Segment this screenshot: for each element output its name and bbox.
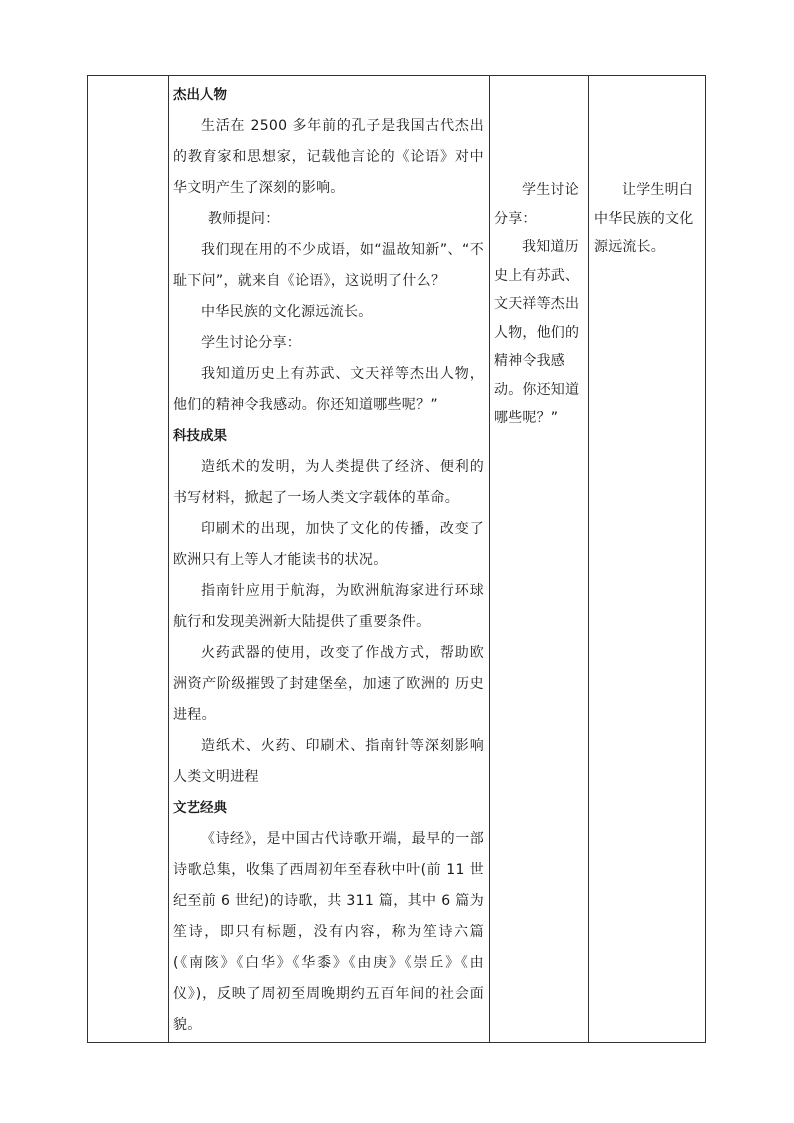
paragraph: 生活在 2500 多年前的孔子是我国古代杰出的教育家和思想家，记载他言论的《论语》对中华文明产生了深刻的影响。 — [173, 118, 484, 196]
paragraph: 学生讨论分享： — [201, 335, 302, 351]
design-intent-cell — [588, 76, 707, 1042]
student-activity-cell — [489, 76, 587, 1042]
teaching-content-cell — [168, 76, 488, 1042]
paragraph: 教师提问： — [208, 211, 280, 227]
paragraph: 我们现在用的不少成语，如“温故知新”、“不耻下问”，就来自《论语》，这说明了什么？ — [173, 242, 484, 289]
paragraph: 我知道历史上有苏武、文天祥等杰出人物，他们的精神令我感动。你还知道哪些呢？” — [173, 366, 484, 413]
paragraph: 印刷术的出现，加快了文化的传播，改变了欧洲只有上等人才能读书的状况。 — [173, 521, 484, 568]
student-activity-text: 我知道历史上有苏武、文天祥等杰出人物，他们的精神令我感动。你还知道哪些呢？” — [494, 239, 580, 426]
design-intent-text: 让学生明白中华民族的文化源远流长。 — [594, 182, 694, 255]
paragraph: 指南针应用于航海，为欧洲航海家进行环球航行和发现美洲新大陆提供了重要条件。 — [173, 583, 484, 630]
paragraph: 《诗经》，是中国古代诗歌开端，最早的一部诗歌总集，收集了西周初年至春秋中叶(前 11 世纪至前 6 世纪)的诗歌，共 311 篇，其中 6 篇为笙诗，即只有标题，没有内容，称为笙诗六篇(《南陔》《白华》《华黍》《由庚》《崇丘》《由仪》)，反映了周初至周晚期约五百年间的社会面貌。 — [173, 831, 484, 1033]
paragraph: 造纸术、火药、印刷术、指南针等深刻影响人类文明进程 — [173, 738, 484, 785]
section-heading-figures: 杰出人物 — [173, 87, 227, 103]
student-activity-label: 学生讨论分享： — [494, 182, 579, 227]
section-heading-technology: 科技成果 — [173, 428, 227, 444]
paragraph: 造纸术的发明，为人类提供了经济、便利的书写材料，掀起了一场人类文字载体的革命。 — [173, 459, 484, 506]
lesson-table — [87, 75, 706, 1043]
paragraph: 中华民族的文化源远流长。 — [201, 304, 373, 320]
section-heading-classics: 文艺经典 — [173, 800, 227, 816]
paragraph: 火药武器的使用，改变了作战方式，帮助欧洲资产阶级摧毁了封建堡垒，加速了欧洲的 历史进程。 — [173, 645, 484, 723]
